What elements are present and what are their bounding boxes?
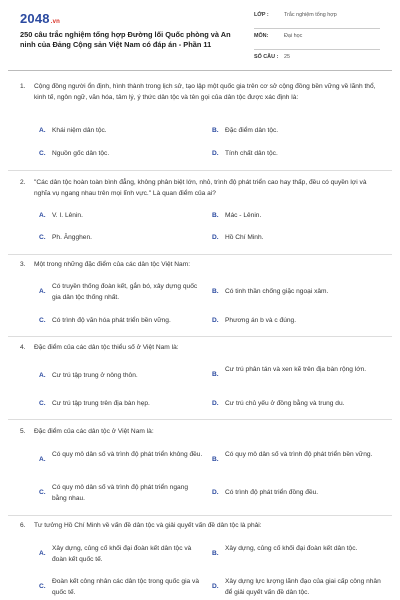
option-d[interactable]	[212, 399, 382, 410]
question-number: 5.	[20, 428, 26, 435]
option-c[interactable]	[39, 399, 204, 410]
option-a[interactable]	[39, 211, 199, 222]
option-letter: D.	[212, 234, 219, 241]
option-c[interactable]	[39, 577, 204, 598]
option-text: Có quy mô dân số và trình độ phát triển ngang bằng nhau.	[52, 484, 188, 502]
option-text: Cư trú tập trung trên địa bàn hẹp.	[52, 400, 150, 407]
option-letter: B.	[212, 371, 219, 378]
option-b[interactable]	[212, 211, 382, 222]
question-1	[20, 82, 382, 103]
question-divider	[8, 419, 392, 420]
option-a[interactable]	[39, 371, 204, 382]
question-6	[20, 521, 382, 532]
option-text: Có quy mô dân số và trình độ phát triển bền vững.	[225, 451, 373, 458]
option-text: Xây dựng, củng cố khối đại đoàn kết dân tộc và đoàn kết quốc tế.	[52, 545, 192, 563]
option-letter: C.	[39, 583, 46, 590]
option-text: Cư trú tập trung ở nông thôn.	[52, 372, 138, 379]
option-a[interactable]	[39, 126, 199, 137]
header-divider	[8, 70, 392, 71]
logo-suffix: .vn	[50, 19, 61, 25]
option-text: Đặc điểm dân tộc.	[225, 127, 279, 134]
option-text: Ph. Ăngghen.	[52, 234, 92, 241]
option-text: Hồ Chí Minh.	[225, 234, 264, 241]
question-divider	[8, 170, 392, 171]
question-number: 2.	[20, 179, 26, 186]
meta-label: MÔN:	[254, 33, 269, 39]
option-letter: C.	[39, 400, 46, 407]
question-text: Đặc điểm của các dân tộc ở Việt Nam là:	[34, 428, 154, 435]
question-divider	[8, 254, 392, 255]
meta-row-class	[254, 12, 380, 29]
site-logo[interactable]	[20, 11, 60, 26]
option-letter: C.	[39, 489, 46, 496]
option-letter: A.	[39, 212, 46, 219]
question-number: 6.	[20, 522, 26, 529]
question-text: Một trong những đặc điểm của các dân tộc Việt Nam:	[34, 261, 191, 268]
option-letter: A.	[39, 127, 46, 134]
question-number: 3.	[20, 261, 26, 268]
question-number: 1.	[20, 83, 26, 90]
option-letter: D.	[212, 583, 219, 590]
option-letter: B.	[212, 288, 219, 295]
meta-table	[254, 12, 380, 75]
option-text: V. I. Lênin.	[52, 212, 83, 219]
question-text: Đặc điểm của các dân tộc thiểu số ở Việt Nam là:	[34, 344, 179, 351]
meta-row-count	[254, 54, 380, 71]
question-text: Tư tưởng Hồ Chí Minh về vấn đề dân tộc và giải quyết vấn đề dân tộc là phải:	[34, 522, 262, 529]
meta-value: 25	[284, 54, 290, 60]
option-text: Xây dựng lực lượng lãnh đạo của giai cấp công nhân để giải quyết vấn đề dân tộc.	[225, 578, 381, 596]
option-text: Tính chất dân tộc.	[225, 150, 278, 157]
meta-label: SỐ CÂU :	[254, 54, 279, 60]
option-letter: B.	[212, 127, 219, 134]
option-b[interactable]	[212, 287, 382, 298]
question-text: Cộng đồng người ổn định, hình thành trong lịch sử, tạo lập một quốc gia trên cơ sở cộng đồng bền vững về lãnh thổ, kinh tế, ngôn ngữ, văn hóa, tâm lý, ý thức dân tộc và tên gọi của dân tộc được xác định là:	[34, 83, 376, 101]
question-5	[20, 427, 382, 438]
option-letter: C.	[39, 317, 46, 324]
option-c[interactable]	[39, 316, 204, 327]
option-text: Nguồn gốc dân tộc.	[52, 150, 110, 157]
option-letter: A.	[39, 288, 46, 295]
option-d[interactable]	[212, 233, 382, 244]
option-text: Phương án b và c đúng.	[225, 317, 297, 324]
meta-value: Trắc nghiệm tổng hợp	[284, 12, 337, 18]
option-letter: B.	[212, 456, 219, 463]
question-4	[20, 343, 382, 354]
option-d[interactable]	[212, 149, 382, 160]
option-text: Có quy mô dân số và trình độ phát triển không đều.	[52, 451, 203, 458]
meta-label: LỚP :	[254, 12, 269, 18]
meta-value: Đại học	[284, 33, 303, 39]
question-2	[20, 178, 382, 199]
option-letter: D.	[212, 317, 219, 324]
option-text: Có tinh thần chống giặc ngoại xâm.	[225, 288, 329, 295]
option-letter: D.	[212, 400, 219, 407]
header	[0, 0, 400, 62]
option-letter: A.	[39, 372, 46, 379]
option-c[interactable]	[39, 483, 204, 504]
option-letter: D.	[212, 150, 219, 157]
question-number: 4.	[20, 344, 26, 351]
option-text: Đoàn kết công nhân các dân tộc trong quốc gia và quốc tế.	[52, 578, 199, 596]
option-text: Mác - Lênin.	[225, 212, 262, 219]
option-text: Cư trú phân tán và xen kẽ trên địa bàn rộng lớn.	[225, 366, 367, 373]
option-text: Có trình độ phát triển đồng đều.	[225, 489, 319, 496]
option-b[interactable]	[212, 365, 382, 376]
option-text: Khái niệm dân tộc.	[52, 127, 107, 134]
option-b[interactable]	[212, 544, 382, 555]
option-c[interactable]	[39, 233, 199, 244]
option-d[interactable]	[212, 316, 382, 327]
option-letter: B.	[212, 212, 219, 219]
option-d[interactable]	[212, 577, 382, 598]
option-letter: A.	[39, 550, 46, 557]
question-divider	[8, 336, 392, 337]
option-c[interactable]	[39, 149, 199, 160]
question-text: "Các dân tộc hoàn toàn bình đẳng, không phân biệt lớn, nhỏ, trình độ phát triển cao hay thấp, đều có quyền lợi và nghĩa vụ ngang nhau trên mọi lĩnh vực." Là quan điểm của ai?	[34, 179, 367, 197]
option-a[interactable]	[39, 450, 204, 461]
question-3	[20, 260, 382, 271]
option-b[interactable]	[212, 450, 382, 461]
option-text: Cư trú chủ yếu ở đồng bằng và trung du.	[225, 400, 345, 407]
option-d[interactable]	[212, 488, 382, 499]
option-letter: B.	[212, 550, 219, 557]
question-divider	[8, 515, 392, 516]
logo-text: 2048	[20, 11, 50, 26]
option-letter: D.	[212, 489, 219, 496]
option-a[interactable]	[39, 544, 204, 565]
option-text: Xây dựng, củng cố khối đại đoàn kết dân tộc.	[225, 545, 358, 552]
option-letter: C.	[39, 234, 46, 241]
option-letter: C.	[39, 150, 46, 157]
option-text: Có truyền thống đoàn kết, gắn bó, xây dựng quốc gia dân tộc thống nhất.	[52, 283, 198, 301]
page-title: 250 câu trắc nghiệm tổng hợp Đường lối Quốc phòng và An ninh của Đảng Cộng sản Việt Nam có đáp án - Phần 11	[20, 30, 231, 49]
option-text: Có trình độ văn hóa phát triển bền vững.	[52, 317, 171, 324]
option-letter: A.	[39, 456, 46, 463]
option-a[interactable]	[39, 282, 204, 303]
option-b[interactable]	[212, 126, 382, 137]
meta-row-subject	[254, 33, 380, 50]
